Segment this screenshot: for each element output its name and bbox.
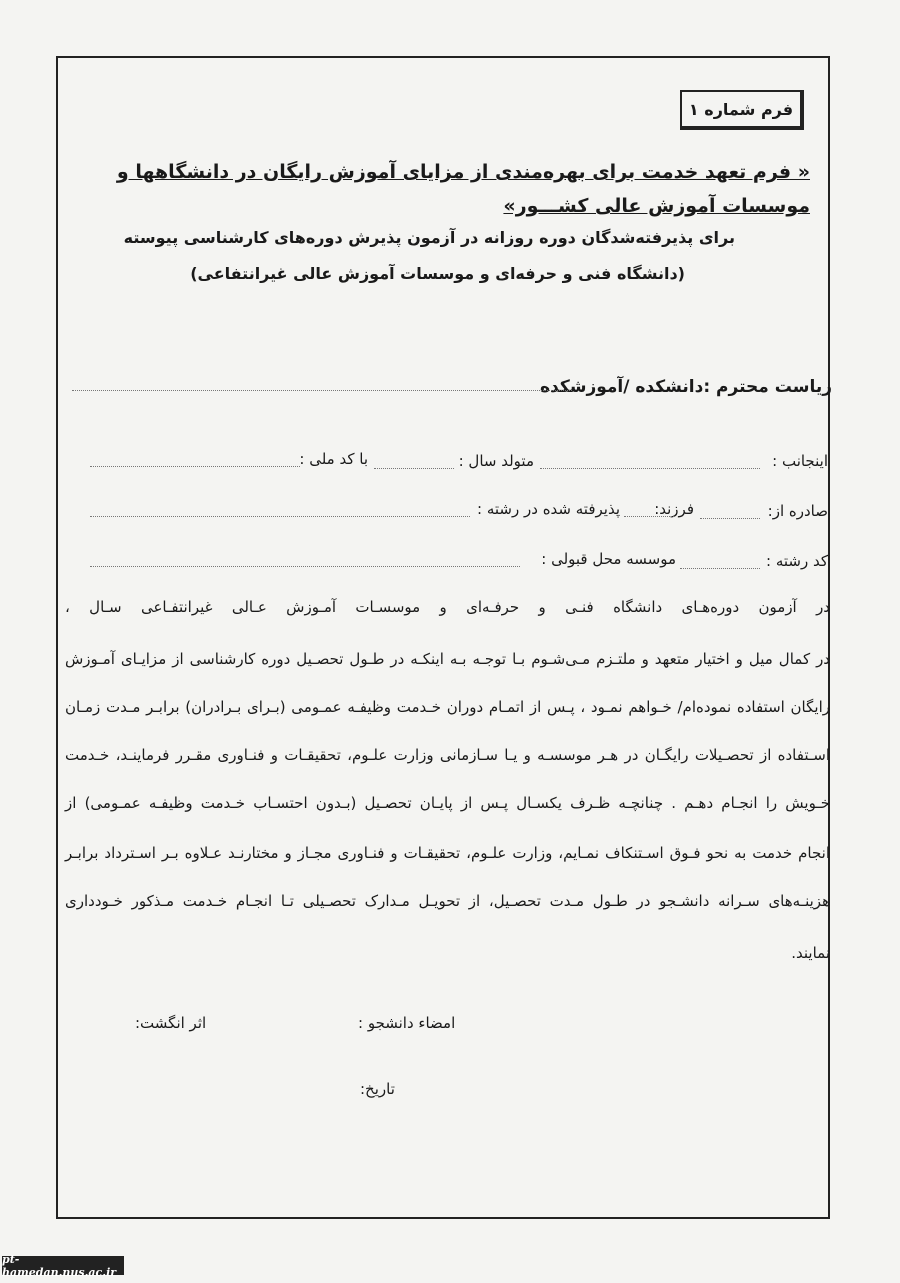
commitment-line-1: در آزمون دوره‌هـای دانشگاه فنـی و حرفـه‌ای و موسسـات آمـوزش عـالی غیرانتفـاعی سـال ، [65,598,830,616]
form-subtitle-1: برای پذیرفته‌شدگان دوره روزانه در آزمون پذیرش دوره‌های کارشناسی پیوسته [123,228,735,247]
date-label: تاریخ: [360,1080,395,1098]
child-of-line[interactable] [624,516,674,517]
salutation-dotted-line [72,390,572,391]
form-subtitle-2: (دانشگاه فنی و حرفه‌ای و موسسات آموزش عالی غیرانتفاعی) [190,264,685,283]
commitment-line-8: نمایند. [791,944,830,962]
field-code-line[interactable] [680,568,760,569]
field-code-label: کد رشته : [766,552,828,570]
commitment-line-4: اسـتفاده از تحصـیلات رایگـان در هـر موسسـه و یـا سـازمانی وزارت علـوم، تحقیقـات و فنـاوری مقـرر فرماینـد، خـدمت [65,746,830,764]
form-number: فرم شماره ۱ [688,99,794,119]
admitted-field-line[interactable] [90,516,470,517]
issued-from-label: صادره از: [767,502,828,520]
site-watermark: pt-hamedan.nus.ac.ir [2,1256,124,1275]
commitment-line-2: در کمال میل و اختیار متعهد و ملتـزم مـی‌شـوم بـا توجـه بـه اینکـه در طـول تحصـیل دوره کارشناسی از مزایـای آمـوزش [65,650,830,668]
commitment-line-7: هزینـه‌های سـرانه دانشـجو در طـول مـدت تحصـیل، از تحویـل مـدارک تحصـیلی تـا انجـام خـدمت مـذکور خـودداری [65,892,830,910]
issued-from-line[interactable] [700,518,760,519]
commitment-line-3: رایگان استفاده نموده‌ام/ خـواهم نمـود ، پـس از اتمـام دوران خـدمت وظیفـه عمـومی (بـرای بـرادران) برابـر مـدت زمـان [65,698,830,716]
applicant-label: اینجانب : [772,452,828,470]
applicant-line[interactable] [540,468,760,469]
institution-line[interactable] [90,566,520,567]
national-code-label: با کد ملی : [299,450,368,468]
child-of-label: فرزند: [654,500,694,518]
commitment-line-5: خـویش را انجـام دهـم . چنانچـه ظـرف یکسـال پـس از پایـان تحصـیل (بـدون احتسـاب خـدمت وظیفـه عمـومی) از [65,794,830,812]
salutation: ریاست محترم :دانشکده /آموزشکده [539,377,832,397]
form-title: « فرم تعهد خدمت برای بهره‌مندی از مزایای آموزش رایگان در دانشگاهها و موسسات آموزش عالی کشـــور» [116,161,810,217]
institution-label: موسسه محل قبولی : [541,550,676,568]
student-signature-label: امضاء دانشجو : [358,1014,456,1032]
form-number-box [680,90,804,130]
birth-year-line[interactable] [374,468,454,469]
commitment-line-6: انجام خدمت به نحو فـوق اسـتنکاف نمـایم، وزارت علـوم، تحقیقـات و فنـاوری مجـاز و مختارنـد عـلاوه بـر اسـترداد برابـر [65,844,830,862]
national-code-line[interactable] [90,466,300,467]
birth-year-label: متولد سال : [458,452,534,470]
fingerprint-label: اثر انگشت: [135,1014,207,1032]
admitted-field-label: پذیرفته شده در رشته : [477,500,620,518]
